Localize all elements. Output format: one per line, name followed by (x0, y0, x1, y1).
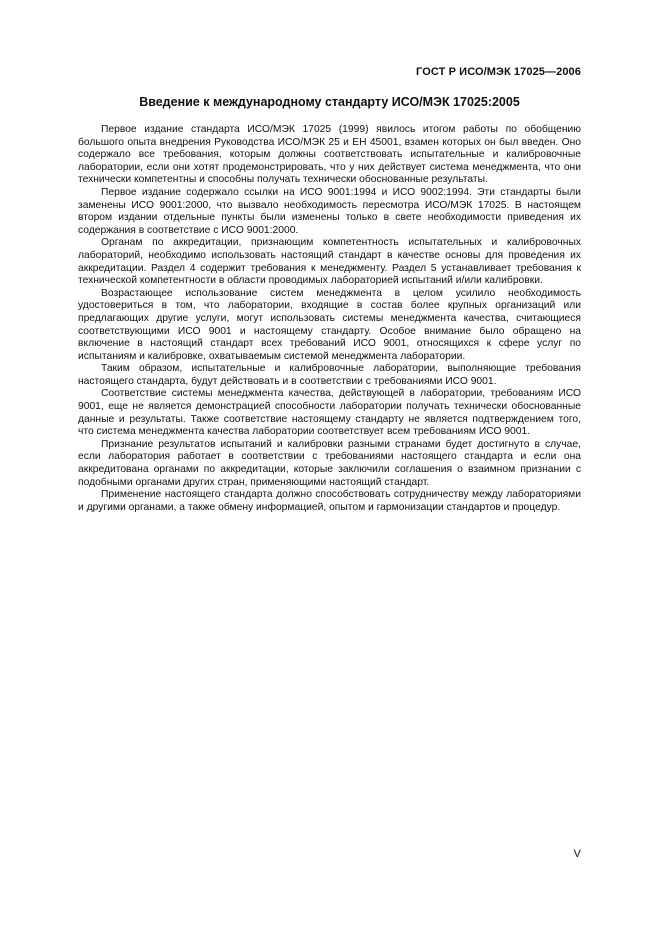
body-text (78, 124, 581, 514)
paragraph: Возрастающее использование систем менеджмента в целом усилило необходимость удостовериться в том, что лаборатории, входящие в состав более крупных организаций или предлагающих другие услуги, могут использовать системы менеджмента качества, считающиеся соответствующими ИСО 9001 и настоящему стандарту. Особое внимание было обращено на включение в настоящий стандарт всех требований ИСО 9001, относящихся к сфере услуг по испытаниям и калибровке, охватываемым системой менеджмента лаборатории. (78, 287, 581, 362)
paragraph: Применение настоящего стандарта должно способствовать сотрудничеству между лабораториями и другими органами, а также обмену информацией, опытом и гармонизации стандартов и процедур. (78, 489, 581, 513)
paragraph: Соответствие системы менеджмента качества, действующей в лаборатории, требованиям ИСО 9001, еще не является демонстрацией способности лаборатории получать технически обоснованные данные и результаты. Также соответствие настоящему стандарту не является подтверждением того, что система менеджмента качества лаборатории соответствует всем требованиям ИСО 9001. (78, 388, 581, 438)
paragraph: Признание результатов испытаний и калибровки разными странами будет достигнуто в случае, если лаборатория работает в соответствии с требованиями настоящего стандарта и если она аккредитована органами по аккредитации, которые заключили соглашения о взаимном признании с подобными органами других стран, применяющими настоящий стандарт. (78, 438, 581, 488)
page-number: V (573, 848, 581, 860)
paragraph: Первое издание стандарта ИСО/МЭК 17025 (1999) явилось итогом работы по обобщению большого опыта внедрения Руководства ИСО/МЭК 25 и ЕН 45001, взамен которых он был введен. Оно содержало все требования, которым должны соответствовать испытательные и калибровочные лаборатории, если они хотят продемонстрировать, что у них действует система менеджмента, что они технически компетентны и способны получать технически обоснованные результаты. (78, 124, 581, 186)
paragraph: Первое издание содержало ссылки на ИСО 9001:1994 и ИСО 9002:1994. Эти стандарты были заменены ИСО 9001:2000, что вызвало необходимость пересмотра ИСО/МЭК 17025. В настоящем втором издании отдельные пункты были изменены только в свете необходимости приведения их содержания в соответствие с ИСО 9001:2000. (78, 186, 581, 236)
paragraph: Органам по аккредитации, признающим компетентность испытательных и калибровочных лабораторий, необходимо использовать настоящий стандарт в качестве основы для проведения их аккредитации. Раздел 4 содержит требования к менеджменту. Раздел 5 устанавливает требования к технической компетентности в области проводимых лабораторией испытаний и/или калибровки. (78, 237, 581, 287)
paragraph: Таким образом, испытательные и калибровочные лаборатории, выполняющие требования настоящего стандарта, будут действовать и в соответствии с требованиями ИСО 9001. (78, 363, 581, 387)
document-standard-code: ГОСТ Р ИСО/МЭК 17025—2006 (416, 66, 581, 78)
section-title: Введение к международному стандарту ИСО/МЭК 17025:2005 (139, 95, 520, 109)
